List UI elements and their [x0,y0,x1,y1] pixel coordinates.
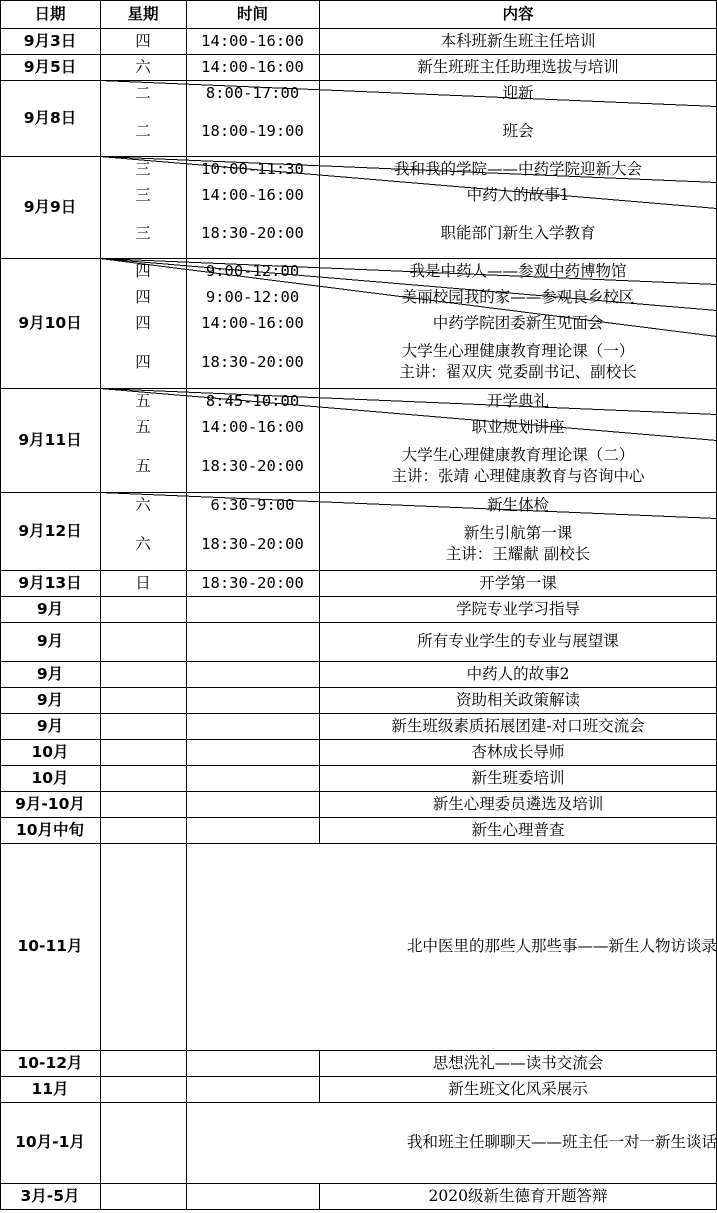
content-lines [467,185,570,206]
content-lines [399,341,636,383]
content-line: 开学典礼 [486,391,549,410]
content-cell [319,570,717,596]
content-line: 新生心理委员遴选及培训 [432,794,604,813]
content-lines [502,83,533,104]
content-cell [319,28,717,54]
content-cell [319,440,717,492]
content-cell [319,492,717,518]
content-lines [433,1053,604,1074]
time-cell [186,1183,319,1209]
content-lines [456,690,580,711]
date-cell: 10月 [31,742,69,761]
content-line: 美丽校园我的家——参观良乡校区 [401,287,635,306]
content-cell [319,106,717,156]
content-cell [186,1102,717,1183]
weekday-cell [100,1102,186,1183]
time-cell: 18:30-20:00 [201,456,304,475]
weekday-cell: 五 [135,417,151,436]
weekday-cell: 四 [135,352,151,371]
time-cell [186,622,319,661]
content-line: 思想洗礼——读书交流会 [432,1053,604,1072]
content-line: 职业规划讲座 [471,417,565,436]
date-cell: 9月13日 [18,573,82,592]
content-line: 北中医里的那些人那些事——新生人物访谈录 [406,937,717,955]
weekday-cell: 六 [135,495,151,514]
header-content: 内容 [502,4,534,23]
weekday-cell [100,739,186,765]
weekday-cell: 六 [135,534,151,553]
date-cell: 9月 [36,632,64,650]
content-lines [467,664,570,685]
content-lines [417,57,619,78]
content-cell [319,518,717,570]
content-cell [319,414,717,440]
weekday-cell [100,713,186,739]
date-cell: 9月9日 [23,197,77,216]
content-cell [319,817,717,843]
content-lines [479,573,557,594]
content-line: 新生班委培训 [471,768,565,787]
time-cell: 18:30-20:00 [201,223,304,242]
time-cell [186,687,319,713]
content-lines [407,936,717,957]
weekday-cell: 四 [135,287,151,306]
weekday-cell: 五 [135,456,151,475]
date-cell: 9月 [36,664,64,683]
content-cell [319,208,717,258]
weekday-cell [100,687,186,713]
date-cell: 10月-1月 [15,1133,85,1151]
time-cell: 9:00-12:00 [205,261,300,280]
time-cell [186,713,319,739]
time-cell: 8:45-10:00 [205,391,300,410]
date-cell: 10-11月 [17,937,83,955]
content-cell [319,388,717,414]
content-cell [319,713,717,739]
weekday-cell [100,791,186,817]
content-cell [319,258,717,284]
content-line: 新生班级素质拓展团建-对口班交流会 [391,716,645,735]
content-cell [319,182,717,208]
time-cell [186,765,319,791]
content-line: 主讲：翟双庆 党委副书记、副校长 [399,363,637,381]
content-cell [319,54,717,80]
content-lines [471,768,564,789]
content-line: 新生班班主任助理选拔与培训 [417,57,619,76]
date-cell: 9月3日 [23,31,77,50]
time-cell [186,791,319,817]
content-line: 我和我的学院——中药学院迎新大会 [393,159,642,178]
time-cell: 14:00-16:00 [201,57,304,76]
weekday-cell [100,1183,186,1209]
content-line: 新生体检 [486,495,549,514]
weekday-cell [100,817,186,843]
time-cell [186,817,319,843]
time-cell: 8:00-17:00 [205,83,300,102]
content-line: 资助相关政策解读 [455,690,580,709]
content-cell [319,310,717,336]
content-line: 中药人的故事1 [466,185,570,204]
time-cell: 18:30-20:00 [201,352,304,371]
weekday-cell [100,843,186,1050]
time-cell: 18:00-19:00 [201,121,304,140]
content-lines [433,313,604,334]
header-time: 时间 [236,4,268,23]
weekday-cell: 二 [135,121,151,140]
date-cell: 10月 [31,768,69,787]
content-lines [471,820,564,841]
content-lines [446,523,590,565]
content-lines [407,1132,717,1153]
time-cell: 18:30-20:00 [201,573,304,592]
weekday-cell [100,622,186,661]
content-line: 所有专业学生的专业与展望课 [417,632,619,650]
content-cell [319,80,717,106]
content-lines [471,742,564,763]
date-cell: 9月-10月 [15,794,85,813]
weekday-cell [100,596,186,622]
weekday-cell: 三 [135,223,151,242]
content-line: 迎新 [502,83,534,102]
content-line: 中药人的故事2 [466,664,570,683]
content-line: 本科班新生班主任培训 [440,31,596,50]
content-lines [429,1186,608,1207]
date-cell: 10-12月 [17,1053,83,1072]
content-lines [502,121,533,142]
time-cell: 14:00-16:00 [201,417,304,436]
weekday-cell: 二 [135,83,151,102]
weekday-cell [100,765,186,791]
content-lines [487,495,549,516]
content-line: 班会 [502,121,534,140]
content-line: 主讲：张靖 心理健康教育与咨询中心 [391,467,645,485]
weekday-cell: 五 [135,391,151,410]
weekday-cell [100,1050,186,1076]
weekday-cell: 四 [135,261,151,280]
time-cell [186,661,319,687]
date-cell: 3月-5月 [20,1186,80,1205]
weekday-cell [100,661,186,687]
time-cell [186,1050,319,1076]
content-cell [186,843,717,1050]
date-cell: 10月中旬 [15,820,85,839]
weekday-cell: 六 [135,57,151,76]
content-line: 学院专业学习指导 [455,599,580,618]
content-lines [417,631,619,652]
date-cell: 9月 [36,690,64,709]
content-lines [440,31,595,52]
content-lines [456,599,580,620]
content-cell [319,739,717,765]
content-lines [409,261,626,282]
content-cell [319,687,717,713]
content-lines [471,417,564,438]
content-lines [391,716,644,737]
content-line: 主讲：王耀献 副校长 [445,545,591,563]
content-cell [319,336,717,388]
time-cell: 10:00-11:30 [201,159,304,178]
content-lines [440,223,595,244]
date-cell: 9月10日 [18,313,82,332]
content-line: 大学生心理健康教育理论课（二） [401,446,635,464]
content-cell [319,156,717,182]
weekday-cell [100,1076,186,1102]
content-line: 开学第一课 [479,573,557,592]
content-cell [319,596,717,622]
content-cell [319,661,717,687]
time-cell: 9:00-12:00 [205,287,300,306]
time-cell: 18:30-20:00 [201,534,304,553]
header-date: 日期 [34,4,66,23]
date-cell: 9月8日 [23,108,77,127]
date-cell: 9月11日 [18,430,82,449]
content-line: 新生班文化风采展示 [448,1079,588,1098]
content-cell [319,622,717,661]
content-lines [392,445,645,487]
content-line: 我是中药人——参观中药博物馆 [409,261,627,280]
time-cell [186,1076,319,1102]
time-cell: 6:30-9:00 [210,495,295,514]
content-lines [394,159,642,180]
content-lines [448,1079,588,1100]
date-cell: 9月 [36,716,64,735]
content-cell [319,765,717,791]
date-cell: 9月5日 [23,57,77,76]
content-line: 我和班主任聊聊天——班主任一对一新生谈话 [406,1133,717,1151]
content-cell [319,1183,717,1209]
content-line: 大学生心理健康教育理论课（一） [401,342,635,360]
content-lines [402,287,635,308]
content-cell [319,284,717,310]
content-lines [487,391,549,412]
header-weekday: 星期 [127,4,159,23]
weekday-cell: 三 [135,185,151,204]
weekday-cell: 四 [135,313,151,332]
content-line: 杏林成长导师 [471,742,565,761]
content-cell [319,1076,717,1102]
weekday-cell: 四 [135,31,151,50]
content-line: 职能部门新生入学教育 [440,223,596,242]
time-cell [186,596,319,622]
content-line: 中药学院团委新生见面会 [432,313,604,332]
content-cell [319,791,717,817]
content-line: 新生心理普查 [471,820,565,839]
content-line: 新生引航第一课 [463,524,573,542]
time-cell: 14:00-16:00 [201,313,304,332]
time-cell: 14:00-16:00 [201,31,304,50]
weekday-cell: 三 [135,159,151,178]
content-lines [433,794,604,815]
date-cell: 11月 [31,1079,69,1098]
time-cell [186,739,319,765]
date-cell: 9月 [36,599,64,618]
time-cell: 14:00-16:00 [201,185,304,204]
content-cell [319,1050,717,1076]
weekday-cell: 日 [135,573,151,592]
content-line: 2020级新生德育开题答辩 [428,1186,608,1205]
date-cell: 9月12日 [18,521,82,540]
